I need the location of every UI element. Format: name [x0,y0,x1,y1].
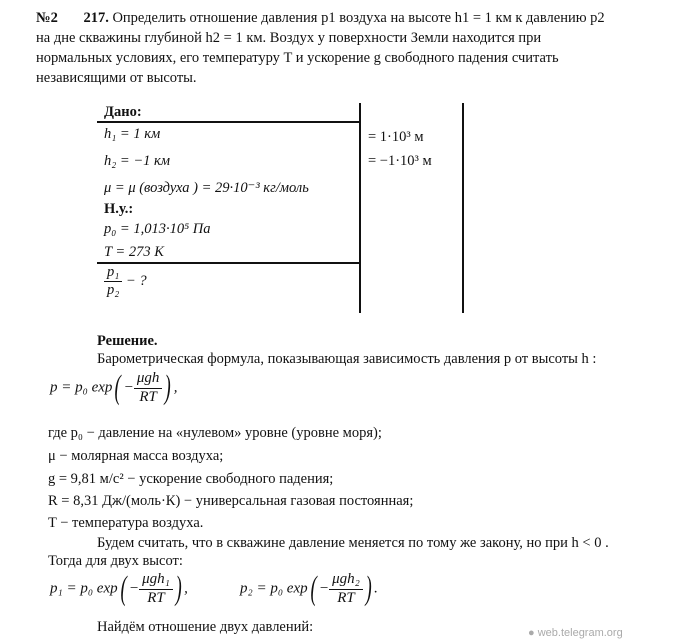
problem-line-2: на дне скважины глубиной h2 = 1 км. Воздух у поверхности Земли находится при [36,30,542,46]
where-g: g = 9,81 м/с² − ускорение свободного падения; [48,471,334,487]
p1-num: μgh₁ [139,572,173,590]
si-divider [462,103,464,313]
p2-lhs: p₂ = p₀ exp [240,580,308,597]
where-R: R = 8,31 Дж/(моль·К) − универсальная газовая постоянная; [48,493,414,509]
given-h1: h₁ = 1 км [104,126,161,142]
problem-header [36,10,605,27]
given-h2: h₂ = −1 км [104,153,171,169]
given-heading: Дано: [104,104,142,120]
given-divider [359,103,361,313]
given-nu-heading: Н.у.: [104,201,134,217]
formula-den: RT [139,388,157,405]
where-mu: μ − молярная масса воздуха; [48,448,224,464]
find-den: p₂ [107,282,120,299]
p2-tail: . [374,580,378,597]
ratio-intro: Найдём отношение двух давлений: [97,619,314,635]
problem-line-1: Определить отношение давления p1 воздуха на высоте h1 = 1 км к давлению p2 [112,10,605,26]
p1-den: RT [147,589,165,606]
watermark-icon: ● [528,627,535,639]
where-p0: где p₀ − давление на «нулевом» уровне (уровне моря); [48,425,382,441]
p1-lhs: p₁ = p₀ exp [50,580,118,597]
watermark [528,627,623,639]
given-T: T = 273 К [104,244,164,260]
solution-heading: Решение. [97,333,158,349]
find-num: p₁ [104,265,122,282]
p1-tail: , [184,580,188,597]
si-h1: = 1·10³ м [368,129,424,145]
given-p0: p₀ = 1,013·10⁵ Па [104,221,211,237]
p1-formula: p₁ = p₀ exp( − $\frac{\text{μgh₁}}{RT}$ ) , [50,570,188,608]
problem-line-3: нормальных условиях, его температуру T и ускорение g свободного падения считать [36,50,559,66]
solution-intro: Барометрическая формула, показывающая зависимость давления p от высоты h : [97,351,597,367]
given-top-rule [97,121,360,123]
where-T: T − температура воздуха. [48,515,204,531]
problem-line-4: независящими от высоты. [36,70,197,86]
given-find [104,265,147,298]
problem-number: №2 [36,10,58,26]
given-mu: μ = μ (воздуха ) = 29·10⁻³ кг/моль [104,180,309,196]
si-h2: = −1·10³ м [368,153,432,169]
formula-num: μgh [134,371,163,389]
assume-text: Будем считать, что в скважине давление меняется по тому же закону, но при h < 0 . [97,535,609,551]
p2-num: μgh₂ [329,572,363,590]
p2-formula: p₂ = p₀ exp( − $\frac{\text{μgh₂}}{RT}$ ) . [240,570,378,608]
find-tail: − ? [125,273,147,290]
formula-tail: , [173,379,178,396]
formula-lhs: p = p₀ exp [50,379,113,396]
then-text: Тогда для двух высот: [48,553,183,569]
watermark-text: web.telegram.org [537,627,623,639]
problem-ref: 217. [83,10,109,26]
barometric-formula: p = p₀ exp( − $\frac{\text{μgh}}{RT}$ ) , [50,369,178,407]
given-bottom-rule [97,262,360,264]
p2-den: RT [337,589,355,606]
